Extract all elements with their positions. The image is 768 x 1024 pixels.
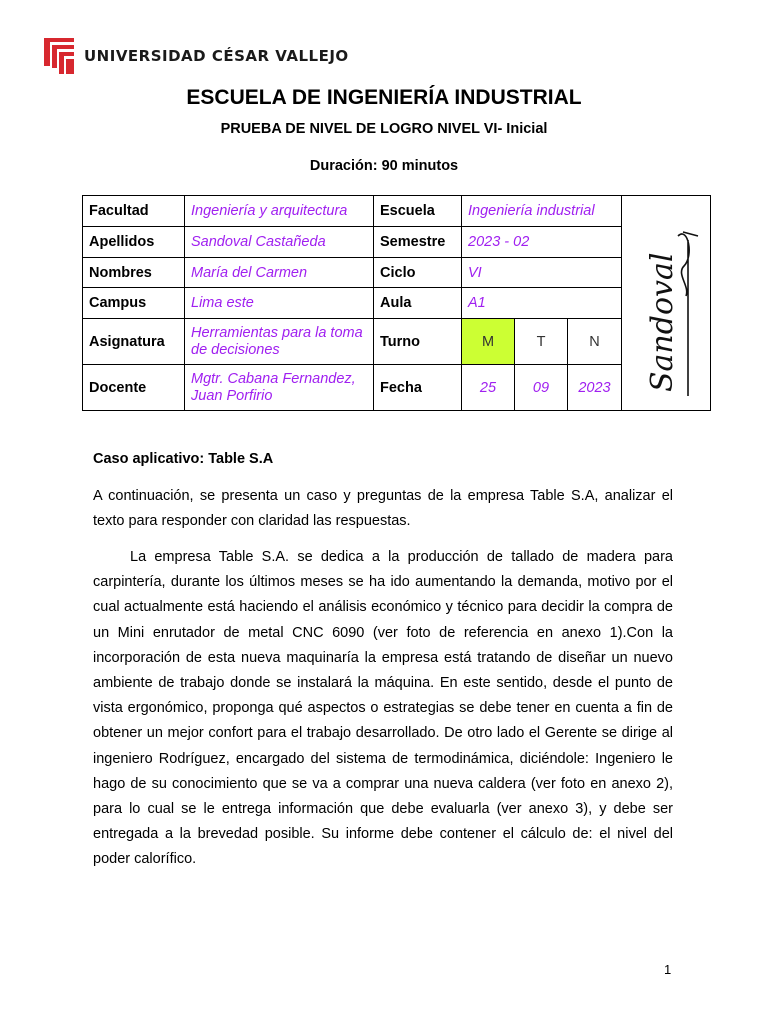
aula-value: A1 (462, 288, 622, 319)
exam-subtitle: PRUEBA DE NIVEL DE LOGRO NIVEL VI- Inicial (220, 121, 548, 137)
signature (628, 196, 704, 410)
turno-t-option: T (515, 319, 568, 365)
campus-label: Campus (83, 288, 185, 319)
facultad-label: Facultad (83, 196, 185, 227)
exam-duration: Duración: 90 minutos (309, 158, 459, 174)
turno-m-option: M (462, 319, 515, 365)
intro-paragraph: A continuación, se presenta un caso y preguntas de la empresa Table S.A, analizar el texto para responder con claridad las respuestas. (93, 488, 673, 530)
signature-cell (622, 196, 711, 411)
fecha-label: Fecha (374, 365, 462, 411)
turno-n-option: N (568, 319, 622, 365)
facultad-value: Ingeniería y arquitectura (185, 196, 374, 227)
table-row (83, 319, 711, 365)
campus-value: Lima este (185, 288, 374, 319)
case-paragraph: La empresa Table S.A. se dedica a la producción de tallado de madera para carpintería, durante los últimos meses se ha ido aumentando la demanda, motivo por el cual actualmente está haciendo el análisis económico y técnico para decidir la compra de un Mini enrutador de metal CNC 6090 (ver foto de referencia en anexo 1).Con la incorporación de esta nueva maquinaría la empresa está tratando de diseñar un nuevo ambiente de trabajo donde se instalará la máquina. En este sentido, desde el punto de vista ergonómico, proponga qué aspectos o estrategias se debe tener en cuenta a fin de obtener un mejor confort para el trabajo desarrollado. De otro lado el Gerente se dirige al ingeniero Rodríguez, encargado del sistema de termodinámica, diciéndole: Ingeniero le hago de su conocimiento que se va a comprar una nueva caldera (ver foto en anexo 2), para lo cual se le entrega información que debe evaluarla (ver anexo 3), y debe ser entregada a la brevedad posible. Su informe debe contener el cálculo de: el nivel del poder calorífico. (93, 549, 673, 868)
university-logo (42, 36, 349, 76)
semestre-label: Semestre (374, 227, 462, 258)
ciclo-label: Ciclo (374, 258, 462, 288)
fecha-year: 2023 (568, 365, 622, 411)
case-title: Caso aplicativo: Table S.A (93, 451, 274, 467)
escuela-label: Escuela (374, 196, 462, 227)
ciclo-value: VI (462, 258, 622, 288)
asignatura-label: Asignatura (83, 319, 185, 365)
fecha-day: 25 (462, 365, 515, 411)
turno-label: Turno (374, 319, 462, 365)
table-row (83, 227, 711, 258)
apellidos-value: Sandoval Castañeda (185, 227, 374, 258)
docente-label: Docente (83, 365, 185, 411)
aula-label: Aula (374, 288, 462, 319)
escuela-value: Ingeniería industrial (462, 196, 622, 227)
docente-value: Mgtr. Cabana Fernandez, Juan Porfirio (185, 365, 374, 411)
page-number: 1 (664, 962, 672, 977)
asignatura-value: Herramientas para la toma de decisiones (185, 319, 374, 365)
university-shield-icon (42, 36, 76, 76)
university-name: UNIVERSIDAD CÉSAR VALLEJO (84, 47, 349, 65)
nombres-value: María del Carmen (185, 258, 374, 288)
page-title: ESCUELA DE INGENIERÍA INDUSTRIAL (186, 86, 582, 109)
semestre-value: 2023 - 02 (462, 227, 622, 258)
fecha-month: 09 (515, 365, 568, 411)
apellidos-label: Apellidos (83, 227, 185, 258)
nombres-label: Nombres (83, 258, 185, 288)
table-row (83, 288, 711, 319)
table-row (83, 196, 711, 227)
svg-text:Sandoval: Sandoval (645, 252, 680, 392)
table-row (83, 365, 711, 411)
student-info-table (82, 195, 711, 411)
table-row (83, 258, 711, 288)
